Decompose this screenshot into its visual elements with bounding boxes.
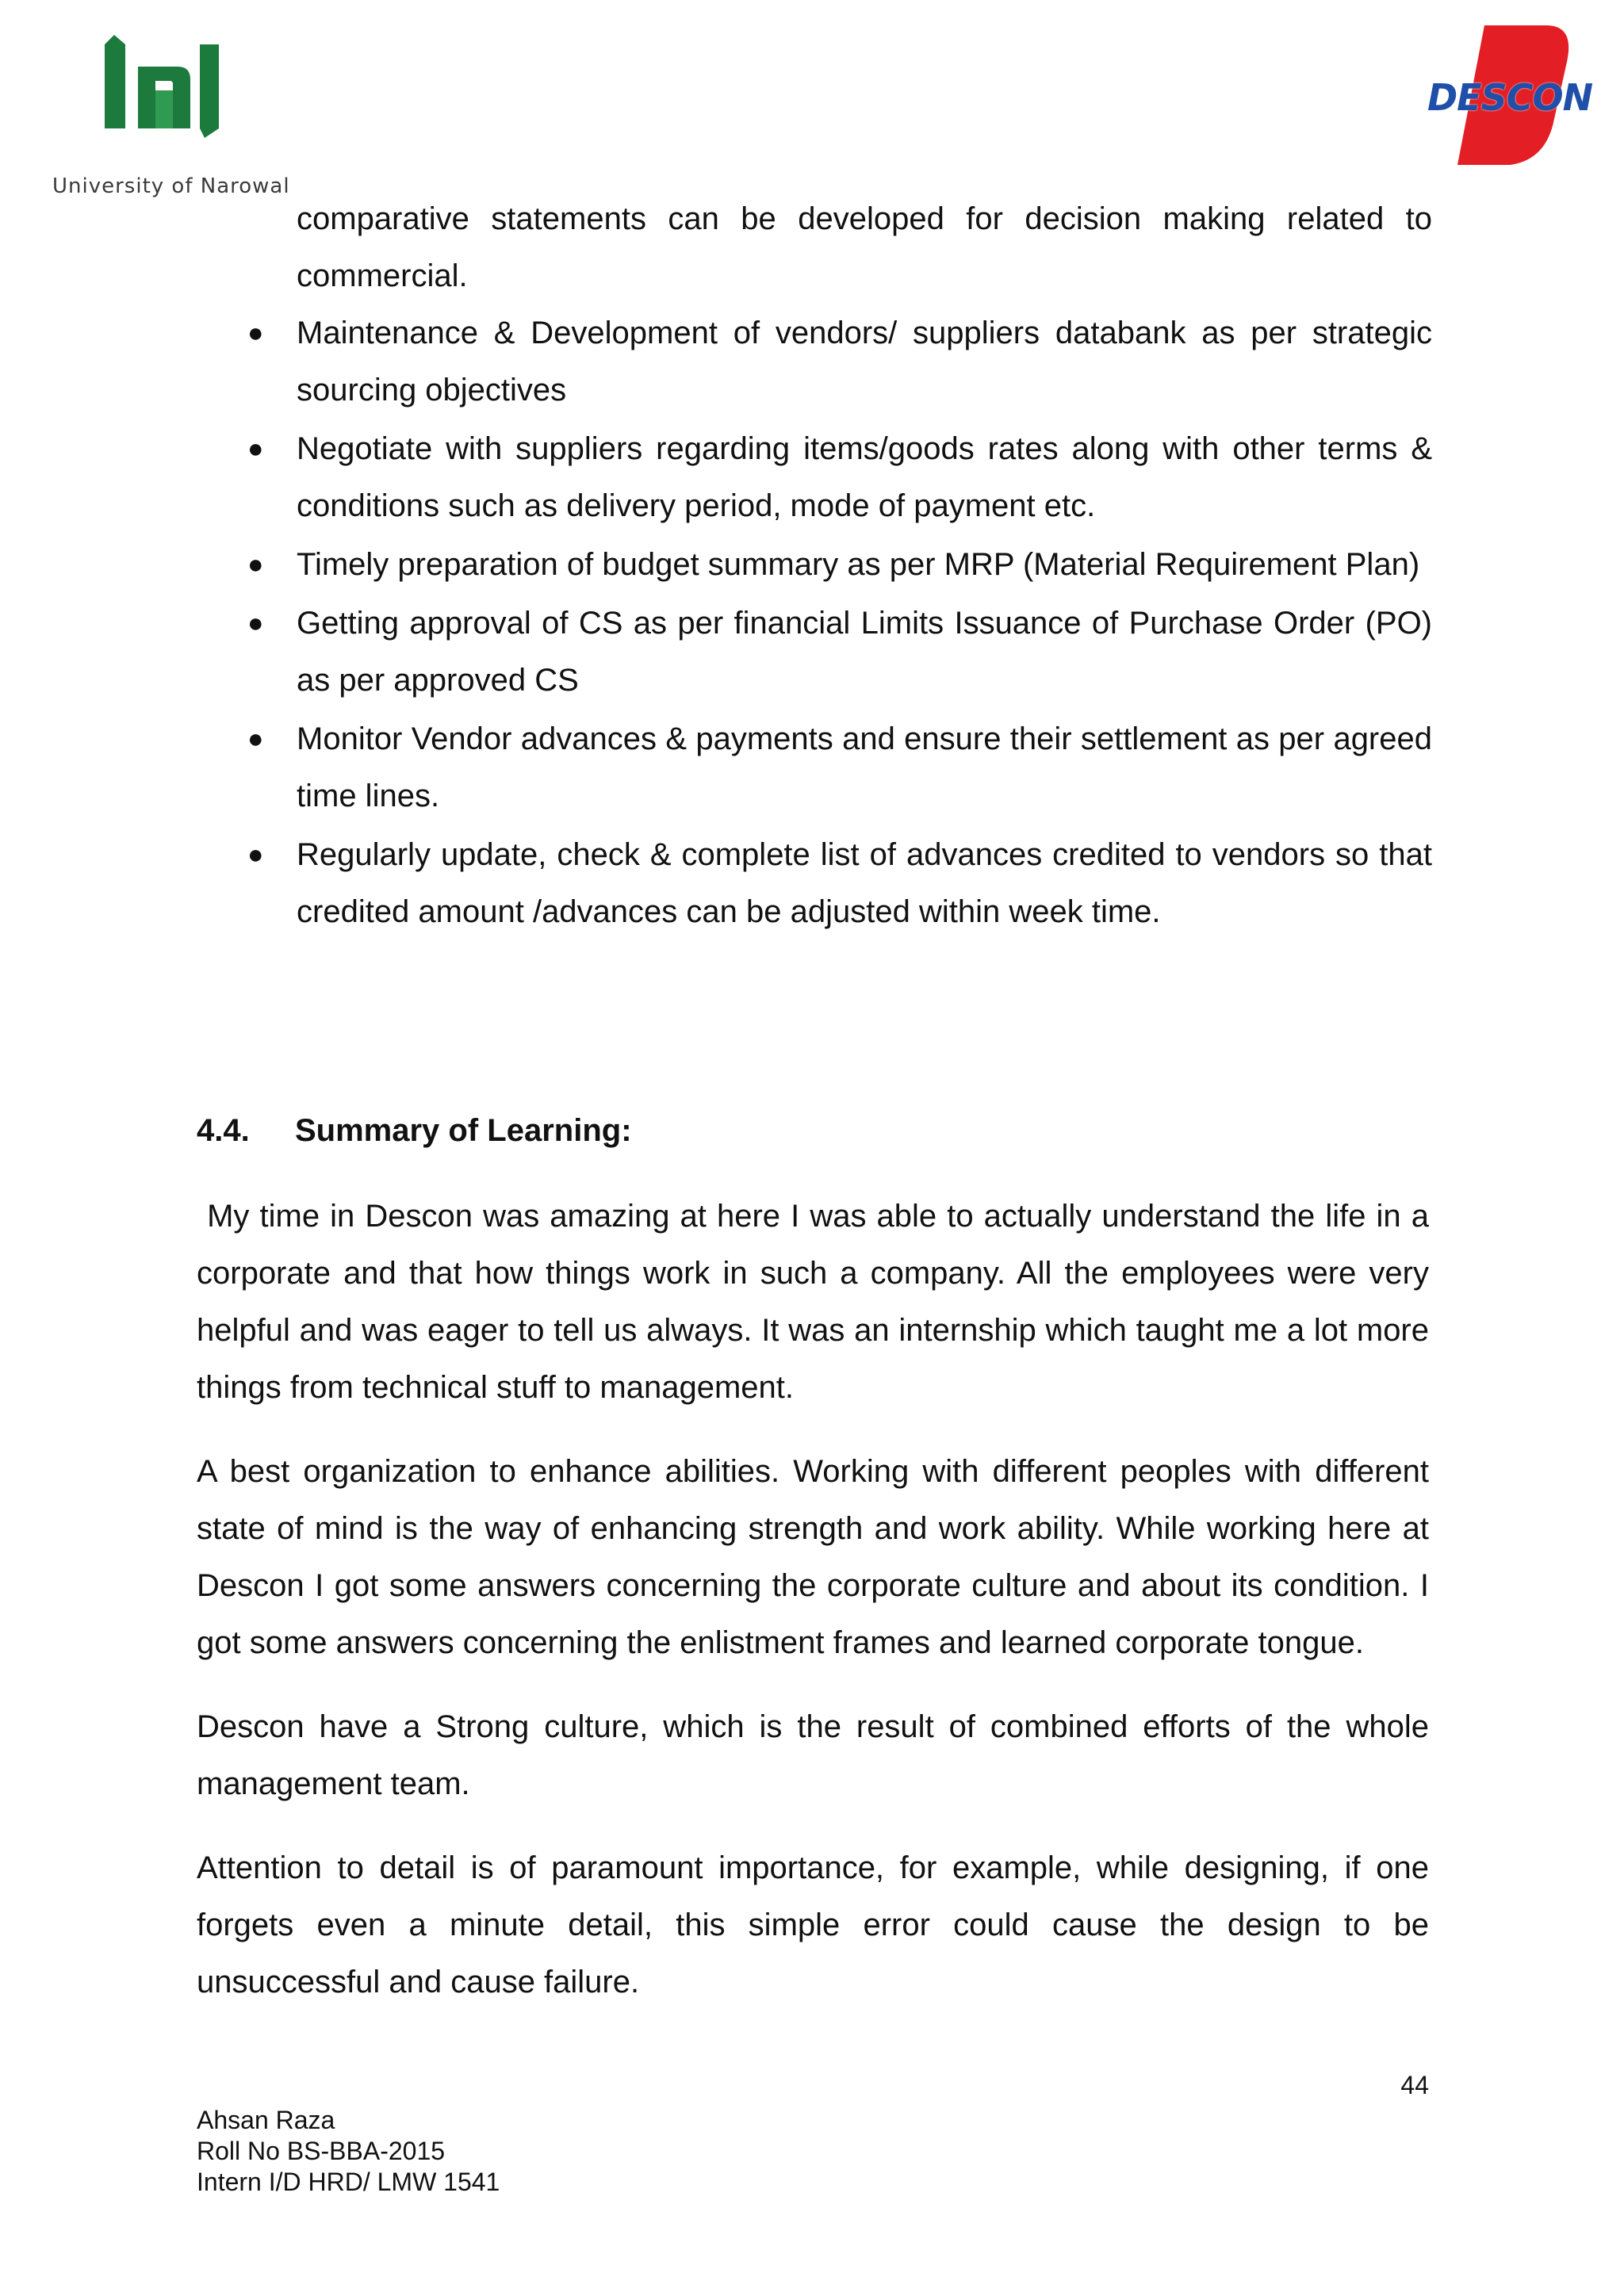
list-item-text: Monitor Vendor advances & payments and ensure their settlement as per agreed time lines. xyxy=(297,721,1432,813)
section-number: 4.4. xyxy=(197,1113,250,1148)
summary-body xyxy=(197,1188,1438,2038)
paragraph: A best organization to enhance abilities. Working with different peoples with different state of mind is the way of enhancing strength and work ability. While working here at Descon I got some answers concerning the corporate culture and about its condition. I got some answers concerning the enlistment frames and learned corporate tongue. xyxy=(197,1454,1429,1660)
bullet-dot-icon: ● xyxy=(247,724,264,754)
university-emblem-icon xyxy=(49,35,271,138)
footer-intern-id: Intern I/D HRD/ LMW 1541 xyxy=(197,2168,500,2196)
bullet-dot-icon: ● xyxy=(247,434,264,464)
bullet-dot-icon: ● xyxy=(247,608,264,638)
paragraph: My time in Descon was amazing at here I was able to actually understand the life in a corporate and that how things work in such a company. All the employees were very helpful and was eager to tell us always. It was an internship which taught me a lot more things from technical stuff to management. xyxy=(197,1199,1438,1405)
section-heading xyxy=(197,1107,632,1154)
list-item-text: Regularly update, check & complete list of advances credited to vendors so that credited amount /advances can be adjusted within week time. xyxy=(297,837,1432,929)
paragraph: Attention to detail is of paramount importance, for example, while designing, if one forgets even a minute detail, this simple error could cause the design to be unsuccessful and cause failure. xyxy=(197,1850,1429,1999)
list-item-text: Timely preparation of budget summary as per MRP (Material Requirement Plan) xyxy=(297,547,1420,582)
page-number: 44 xyxy=(1400,2071,1429,2099)
list-item xyxy=(197,420,1432,534)
list-item xyxy=(197,826,1432,940)
responsibilities-list xyxy=(197,190,1432,942)
list-item xyxy=(197,536,1432,593)
list-item-continued: comparative statements can be developed for decision making related to commercial. xyxy=(297,201,1432,293)
list-item-text: Negotiate with suppliers regarding items/goods rates along with other terms & conditions such as delivery period, mode of payment etc. xyxy=(297,431,1432,523)
bullet-dot-icon: ● xyxy=(247,318,264,348)
bullet-dot-icon: ● xyxy=(247,549,264,580)
list-item xyxy=(197,304,1432,419)
footer-roll-no: Roll No BS-BBA-2015 xyxy=(197,2137,446,2165)
list-item-text: Maintenance & Development of vendors/ suppliers databank as per strategic sourcing objectives xyxy=(297,316,1432,408)
footer-name: Ahsan Raza xyxy=(197,2106,335,2134)
list-item xyxy=(197,595,1432,709)
bullet-dot-icon: ● xyxy=(247,840,264,870)
university-logo-caption: University of Narowal xyxy=(52,174,290,198)
section-title: Summary of Learning: xyxy=(295,1113,632,1148)
descon-wordmark: DESCON xyxy=(1427,76,1593,119)
list-item-text: Getting approval of CS as per financial Limits Issuance of Purchase Order (PO) as per approved CS xyxy=(297,606,1432,698)
descon-logo xyxy=(1427,24,1593,166)
university-logo xyxy=(49,35,311,198)
paragraph: Descon have a Strong culture, which is the result of combined efforts of the whole management team. xyxy=(197,1709,1429,1801)
footer xyxy=(197,2105,500,2198)
list-item xyxy=(197,710,1432,825)
